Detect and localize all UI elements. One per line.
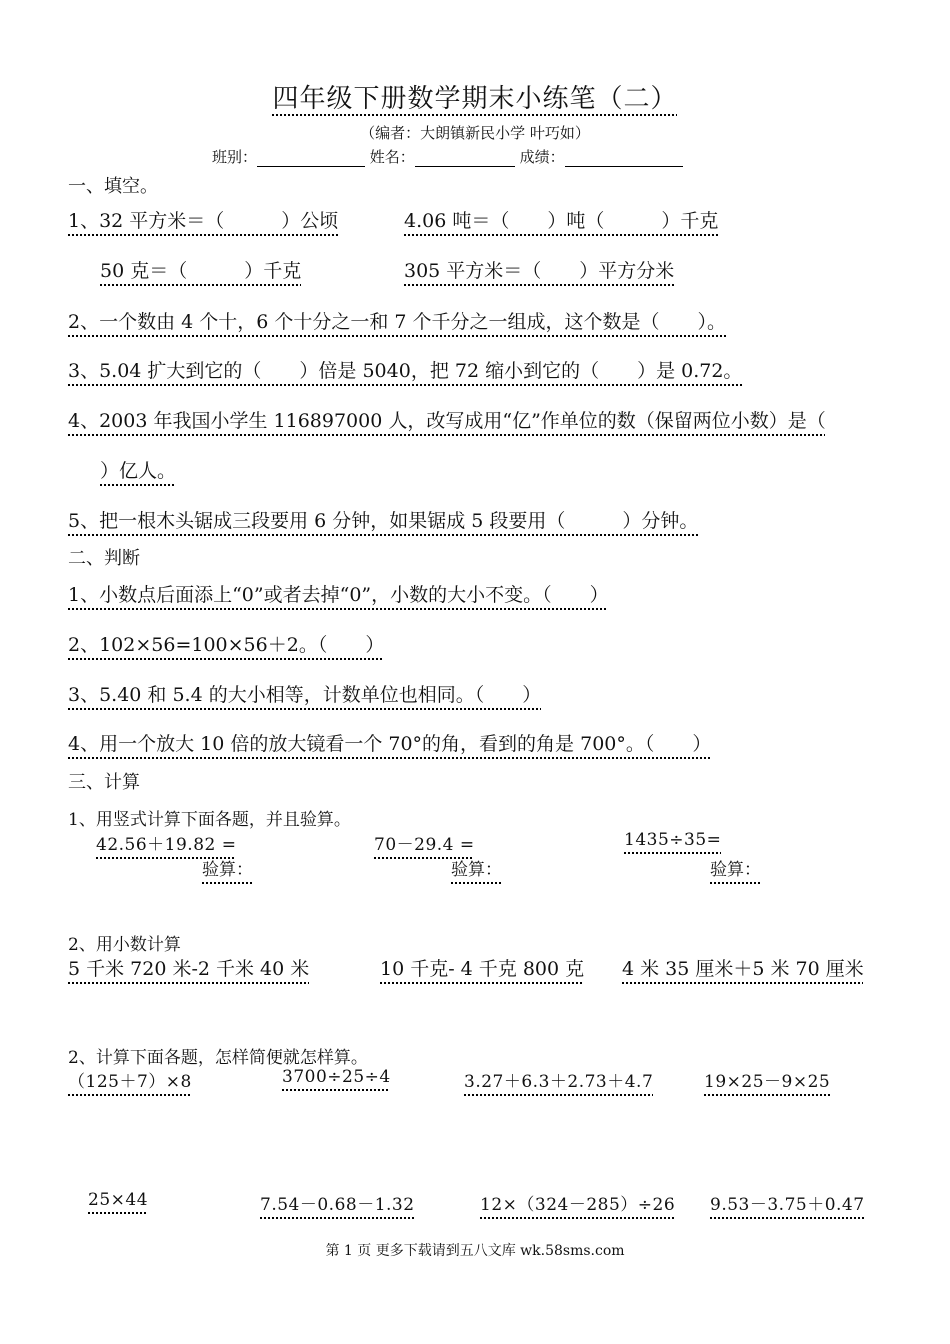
simplify-calc-6: 7.54－0.68－1.32: [260, 1195, 415, 1215]
simplify-calc-8: 9.53－3.75＋0.47: [710, 1195, 865, 1215]
score-label: 成绩：: [519, 148, 565, 166]
check-label-3: 验算：: [710, 860, 761, 880]
vertical-calc-3: 1435÷35=: [624, 830, 722, 850]
name-label: 姓名：: [369, 148, 415, 166]
decimal-calc-instruction: 2、用小数计算: [68, 935, 181, 955]
section-heading-fill-in: 一、填空。: [68, 176, 158, 197]
simplify-calc-4: 19×25－9×25: [704, 1072, 831, 1092]
question-5: 5、把一根木头锯成三段要用 6 分钟，如果锯成 5 段要用（ ）分钟。: [68, 510, 699, 532]
page-title: 四年级下册数学期末小练笔（二）: [272, 84, 678, 114]
question-1a: 1、32 平方米＝（ ）公顷: [68, 210, 339, 232]
question-3: 3、5.04 扩大到它的（ ）倍是 5040，把 72 缩小到它的（ ）是 0.72。: [68, 360, 743, 382]
class-label: 班别：: [212, 148, 258, 166]
score-blank[interactable]: [565, 152, 683, 167]
section-heading-judgement: 二、判断: [68, 548, 140, 569]
question-2: 2、一个数由 4 个十，6 个十分之一和 7 个千分之一组成，这个数是（ ）。: [68, 311, 727, 333]
simplify-calc-2: 3700÷25÷4: [282, 1067, 391, 1087]
simplify-calc-instruction: 2、计算下面各题，怎样简便就怎样算。: [68, 1048, 368, 1068]
question-1d: 305 平方米＝（ ）平方分米: [404, 260, 675, 282]
name-blank[interactable]: [415, 152, 515, 167]
question-4: 4、2003 年我国小学生 116897000 人，改写成用“亿”作单位的数（保留两位小数）是（: [68, 410, 826, 432]
simplify-calc-1: （125＋7）×8: [68, 1072, 192, 1092]
decimal-calc-3: 4 米 35 厘米＋5 米 70 厘米: [622, 958, 864, 980]
judgement-3: 3、5.40 和 5.4 的大小相等，计数单位也相同。（ ）: [68, 684, 542, 706]
simplify-calc-3: 3.27＋6.3＋2.73＋4.7: [464, 1072, 654, 1092]
decimal-calc-2: 10 千克- 4 千克 800 克: [380, 958, 585, 980]
editor-line: （编者：大朗镇新民小学 叶巧如）: [360, 124, 590, 142]
vertical-calc-1: 42.56＋19.82 =: [96, 835, 237, 855]
vertical-calc-instruction: 1、用竖式计算下面各题，并且验算。: [68, 810, 351, 830]
simplify-calc-5: 25×44: [88, 1190, 149, 1210]
question-1b: 4.06 吨＝（ ）吨（ ）千克: [404, 210, 719, 232]
simplify-calc-7: 12×（324－285）÷26: [480, 1195, 676, 1215]
question-4-continued: ）亿人。: [100, 460, 177, 482]
question-1c: 50 克＝（ ）千克: [100, 260, 302, 282]
judgement-1: 1、小数点后面添上“0”或者去掉“0”，小数的大小不变。（ ）: [68, 584, 609, 606]
decimal-calc-1: 5 千米 720 米-2 千米 40 米: [68, 958, 310, 980]
judgement-2: 2、102×56=100×56＋2。（ ）: [68, 634, 385, 656]
section-heading-calculation: 三、计算: [68, 772, 140, 793]
vertical-calc-2: 70－29.4 =: [374, 835, 475, 855]
page-footer: 第 1 页 更多下载请到五八文库 wk.58sms.com: [325, 1243, 625, 1259]
judgement-4: 4、用一个放大 10 倍的放大镜看一个 70°的角，看到的角是 700°。（ ）: [68, 733, 712, 755]
check-label-1: 验算：: [202, 860, 253, 880]
student-info-row: [212, 146, 683, 167]
class-blank[interactable]: [257, 152, 365, 167]
check-label-2: 验算：: [451, 860, 502, 880]
